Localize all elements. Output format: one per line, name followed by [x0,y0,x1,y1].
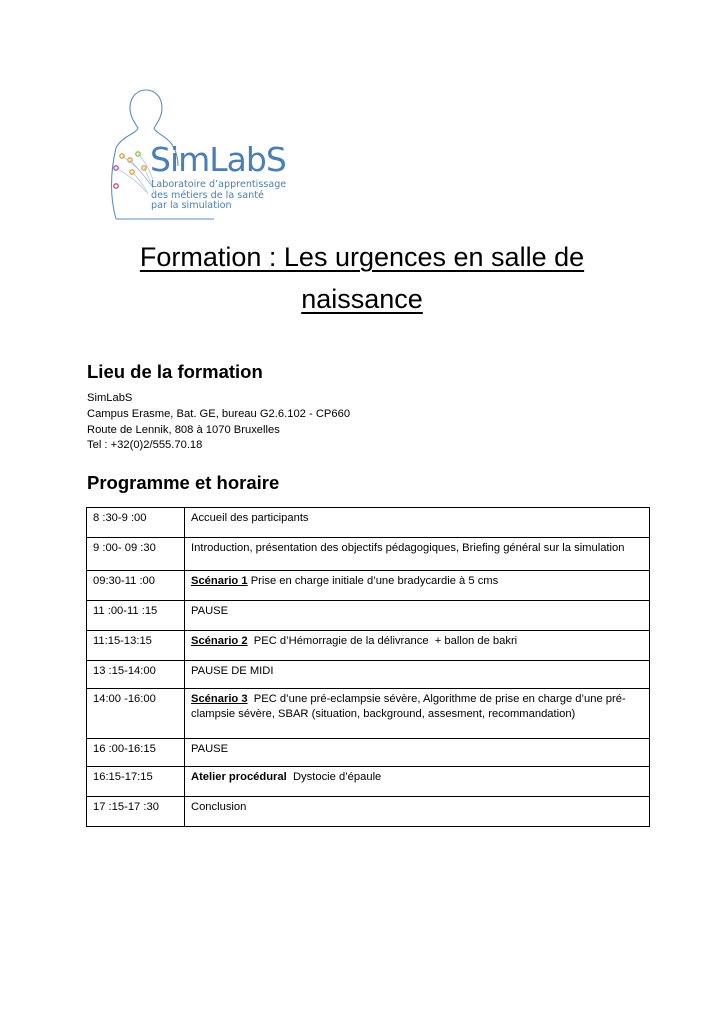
activity-text: PAUSE [191,743,229,755]
activity-text: PAUSE [191,605,229,617]
logo-name: SimLabS [150,140,286,179]
schedule-time: 11:15-13:15 [87,631,185,661]
activity-text: Accueil des participants [191,512,309,524]
schedule-time: 9 :00- 09 :30 [87,538,185,571]
logo-subtitle-line: Laboratoire d’apprentissage [151,179,287,190]
schedule-row [87,689,650,739]
logo-subtitle-line: par la simulation [151,200,232,212]
schedule-row [87,631,650,661]
schedule-row [87,797,650,827]
schedule-time: 8 :30-9 :00 [87,508,185,538]
page-title [80,236,644,320]
schedule-row [87,739,650,767]
address-line: Tel : +32(0)2/555.70.18 [87,439,203,452]
schedule-time: 16:15-17:15 [87,767,185,797]
activity-text: Introduction, présentation des objectifs pédagogiques, Briefing général sur la simulation [191,542,625,554]
schedule-time: 17 :15-17 :30 [87,797,185,827]
schedule-time: 11 :00-11 :15 [87,601,185,631]
programme-heading: Programme et horaire [87,472,280,493]
address-block [87,391,350,454]
activity-text: PEC d’Hémorragie de la délivrance + ballon de bakri [247,635,518,647]
schedule-row [87,508,650,538]
activity-text: Prise en charge initiale d’une bradycardie à 5 cms [247,575,499,587]
schedule-row [87,661,650,689]
schedule-time: 13 :15-14:00 [87,661,185,689]
address-line: Campus Erasme, Bat. GE, bureau G2.6.102 - CP660 [87,407,351,420]
activity-text: PEC d’une pré-eclampsie sévère, Algorithme de prise en charge d’une pré-clampsie sévère, SBAR (situation, background, assesment, recommandation) [191,693,626,720]
schedule-row [87,767,650,797]
page-title-line: naissance [301,284,423,314]
schedule-activity [185,767,650,797]
schedule-row [87,571,650,601]
schedule-row [87,601,650,631]
address-line: SimLabS [87,392,133,404]
lieu-heading: Lieu de la formation [87,361,263,382]
schedule-activity [185,631,650,661]
activity-text: Conclusion [191,801,247,813]
schedule-time: 16 :00-16:15 [87,739,185,767]
logo-subtitle [151,180,301,212]
schedule-activity [185,571,650,601]
activity-label: Atelier procédural [191,771,287,783]
schedule-activity [185,661,650,689]
schedule-activity [185,739,650,767]
schedule-table [86,507,650,827]
address-line: Route de Lennik, 808 à 1070 Bruxelles [87,423,280,436]
page-title-line: Formation : Les urgences en salle de [139,242,585,272]
activity-label: Scénario 2 [191,635,248,647]
schedule-time: 09:30-11 :00 [87,571,185,601]
schedule-time: 14:00 -16:00 [87,689,185,739]
schedule-row [87,538,650,571]
activity-label: Scénario 1 [191,575,248,587]
activity-text: Dystocie d’épaule [286,771,382,783]
logo-subtitle-line: des métiers de la santé [151,189,264,201]
schedule-activity [185,508,650,538]
activity-text: PAUSE DE MIDI [191,665,274,677]
activity-label: Scénario 3 [191,693,248,705]
schedule-activity [185,538,650,571]
schedule-activity [185,601,650,631]
schedule-activity [185,797,650,827]
schedule-activity [185,689,650,739]
